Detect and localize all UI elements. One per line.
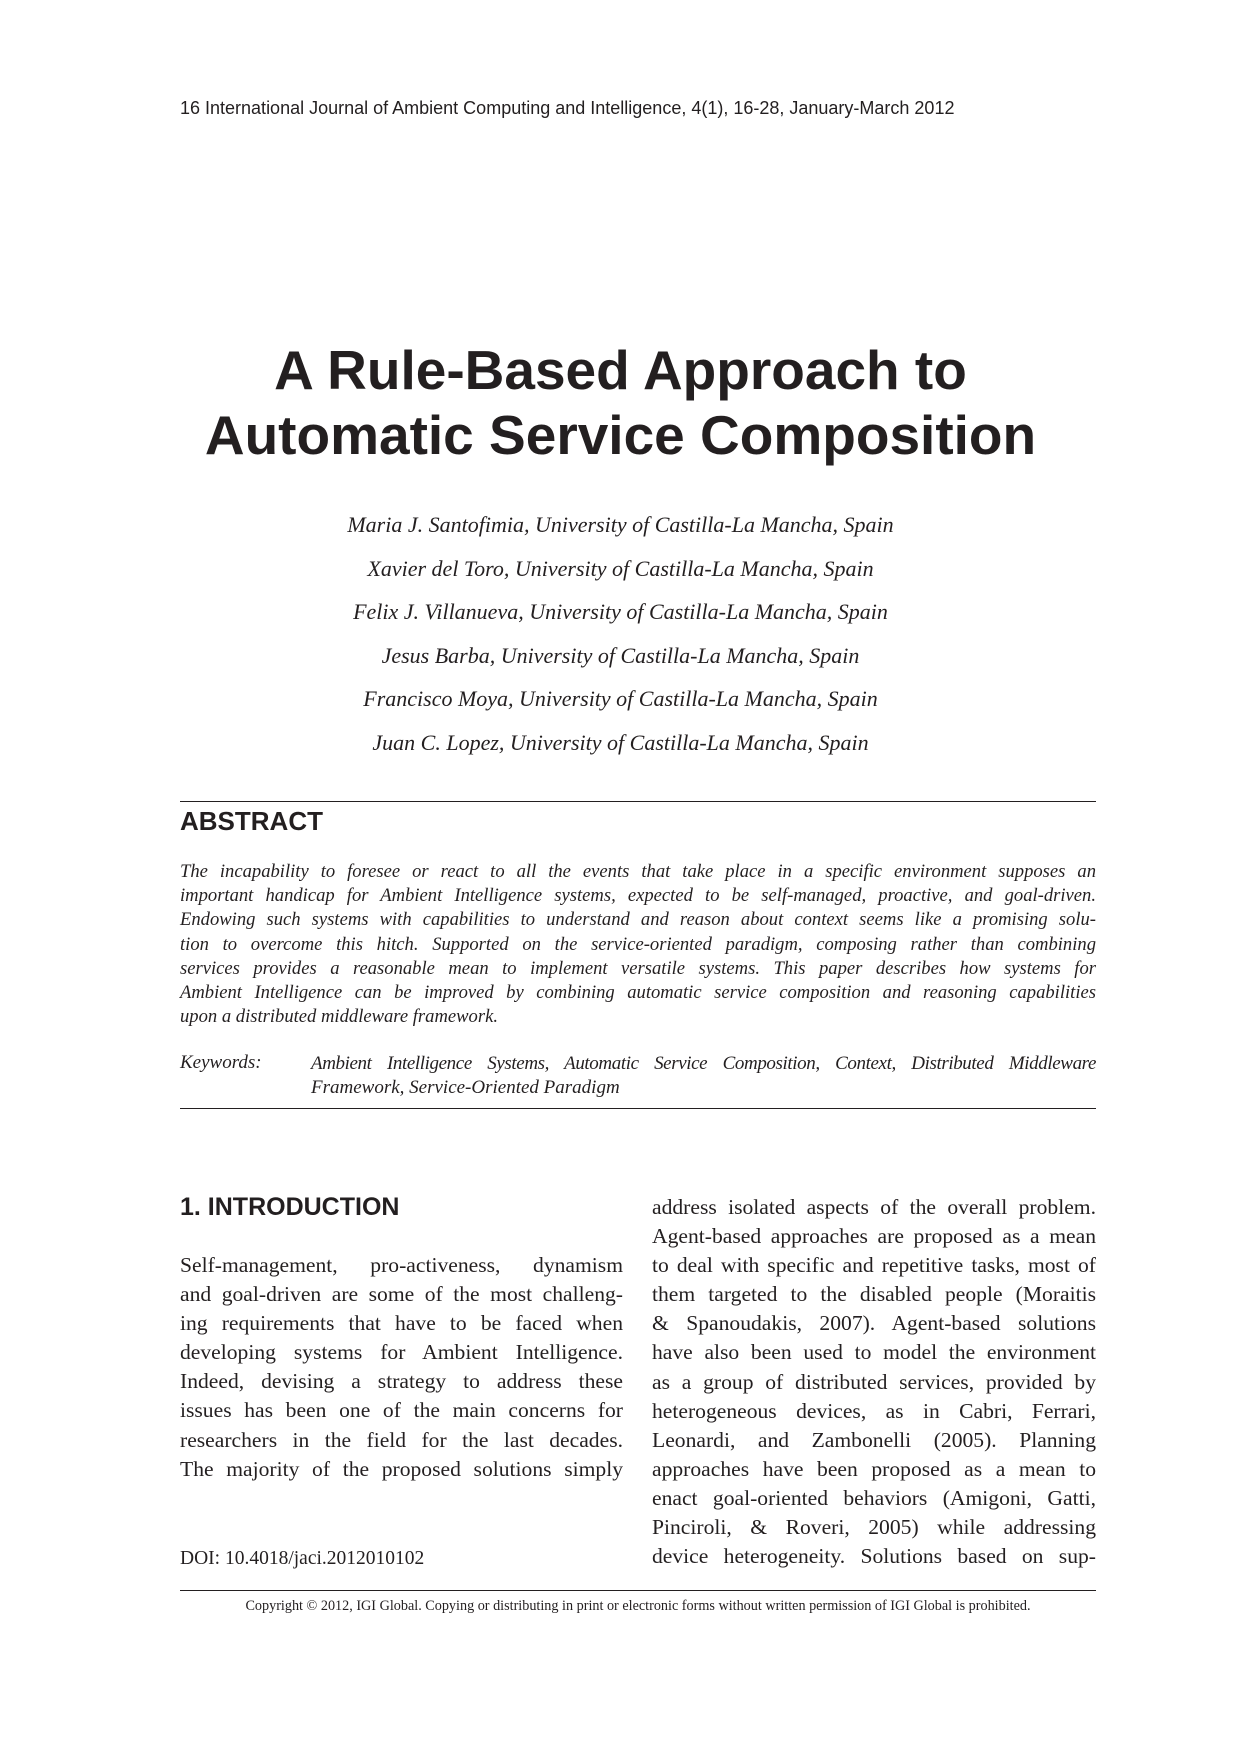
keywords-line: Framework, Service-Oriented Paradigm [311,1077,620,1098]
body-line: heterogeneous devices, as in Cabri, Ferrari, [652,1398,1096,1423]
keywords-list [311,1052,1096,1100]
body-line: to deal with specific and repetitive tasks, most of [652,1253,1096,1278]
introduction-left-column [180,1251,623,1484]
abstract-line: The incapability to foresee or react to all the events that take place in a specific environment supposes an [180,861,1096,882]
abstract-line: Endowing such systems with capabilities to understand and reason about context seems like a promising solu- [180,909,1096,931]
body-line: enact goal-oriented behaviors (Amigoni, Gatti, [652,1485,1096,1510]
author-affiliation: Felix J. Villanueva, University of Castilla-La Mancha, Spain [353,599,888,625]
abstract-line: Ambient Intelligence can be improved by combining automatic service composition and reasoning capabilities [180,982,1096,1004]
author-affiliation: Maria J. Santofimia, University of Castilla-La Mancha, Spain [347,512,894,537]
abstract-line: services provides a reasonable mean to implement versatile systems. This paper describes how systems for [180,957,1096,979]
body-line: as a group of distributed services, provided by [652,1369,1096,1394]
footer-rule [180,1590,1096,1591]
body-line: developing systems for Ambient Intelligence. [180,1340,623,1365]
body-line: Self-management, pro-activeness, dynamism [180,1253,623,1277]
paper-title [0,338,1241,468]
introduction-right-column [652,1193,1096,1571]
title-line: Automatic Service Composition [204,404,1037,466]
body-line: & Spanoudakis, 2007). Agent-based solutions [652,1311,1096,1336]
abstract-line: important handicap for Ambient Intelligence systems, expected to be self-managed, proactive, and goal-driven. [180,885,1096,907]
copyright-notice: Copyright © 2012, IGI Global. Copying or distributing in print or electronic forms without written permission of IGI Global is prohibited. [245,1598,1031,1614]
author-list [0,503,1241,765]
body-line: and goal-driven are some of the most challeng- [180,1282,623,1307]
body-line: The majority of the proposed solutions simply [180,1456,623,1481]
title-line: A Rule-Based Approach to [274,339,967,401]
abstract-line: tion to overcome this hitch. Supported on the service-oriented paradigm, composing rather than combining [180,933,1096,955]
doi: DOI: 10.4018/jaci.2012010102 [180,1548,425,1569]
body-line: address isolated aspects of the overall problem. [652,1195,1096,1219]
body-line: issues has been one of the main concerns for [180,1398,623,1423]
abstract-top-rule [180,801,1096,802]
introduction-heading: 1. INTRODUCTION [180,1193,400,1221]
body-line: Leonardi, and Zambonelli (2005). Planning [652,1427,1096,1452]
keywords-label: Keywords: [180,1052,262,1073]
keywords-bottom-rule [180,1108,1096,1109]
author-affiliation: Juan C. Lopez, University of Castilla-La Mancha, Spain [372,729,869,755]
body-line: them targeted to the disabled people (Moraitis [652,1282,1096,1307]
body-line: Pinciroli, & Roveri, 2005) while addressing [652,1515,1096,1540]
body-line: device heterogeneity. Solutions based on sup- [652,1544,1096,1569]
body-line: approaches have been proposed as a mean to [652,1456,1096,1481]
body-line: have also been used to model the environment [652,1340,1096,1365]
author-affiliation: Jesus Barba, University of Castilla-La Mancha, Spain [381,642,860,668]
body-line: Indeed, devising a strategy to address these [180,1369,623,1394]
abstract-heading: ABSTRACT [180,806,323,836]
abstract-line: upon a distributed middleware framework. [180,1006,498,1028]
author-affiliation: Xavier del Toro, University of Castilla-La Mancha, Spain [367,555,874,581]
running-head: 16 International Journal of Ambient Computing and Intelligence, 4(1), 16-28, January-March 2012 [180,98,955,118]
keywords-line: Ambient Intelligence Systems, Automatic Service Composition, Context, Distributed Middleware [311,1053,1096,1074]
body-line: researchers in the field for the last decades. [180,1427,623,1452]
abstract-body [180,860,1096,1029]
author-affiliation: Francisco Moya, University of Castilla-La Mancha, Spain [363,686,878,712]
body-line: ing requirements that have to be faced when [180,1311,623,1336]
body-line: Agent-based approaches are proposed as a mean [652,1224,1096,1249]
